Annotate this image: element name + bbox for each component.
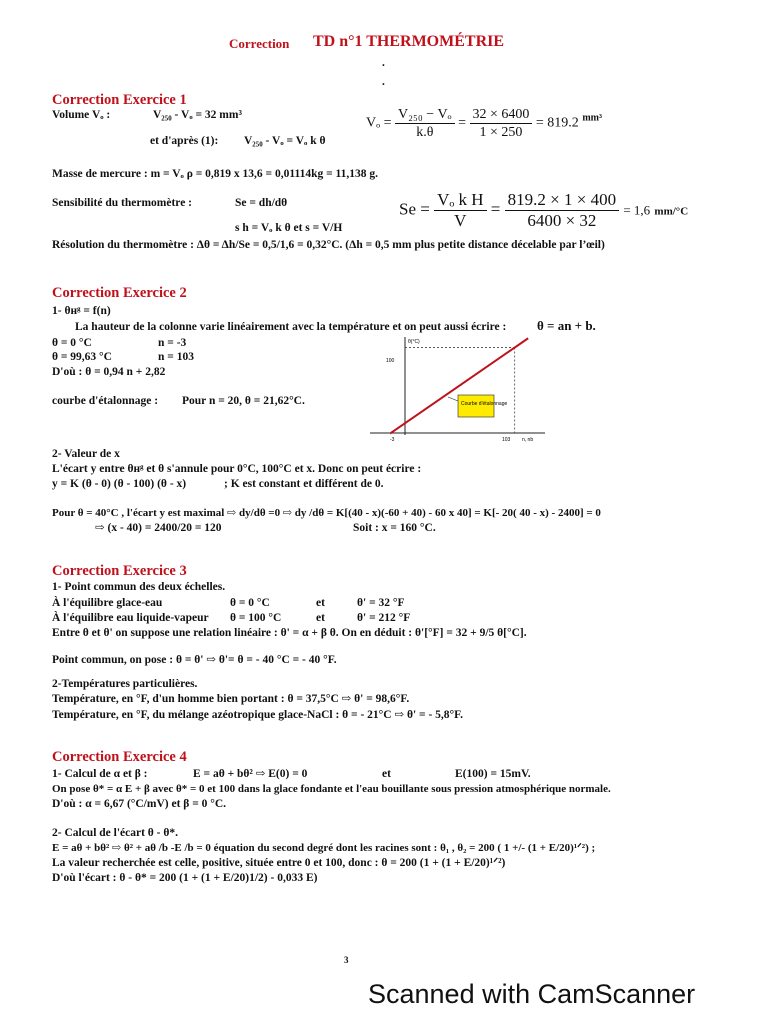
ex3-heading: Correction Exercice 3 (52, 563, 187, 579)
se-equation: Se = $\frac{\text{Vₒ k H}}{V}$ = $\frac{819.2 \times 1 \times 400}{6400 \times 32}$ = 1,6 mm/°C (399, 190, 689, 230)
se-den1: V (454, 211, 467, 230)
scanner-watermark: Scanned with CamScanner (368, 979, 696, 1009)
ex2-line: 1- θʜᵍ = f(n) (52, 305, 111, 317)
x-axis-label: n, nb (522, 437, 534, 443)
vo-frac1 (395, 106, 455, 141)
x-tick-label: -3 (390, 437, 395, 443)
header-dot: . (382, 76, 385, 88)
ex2-line: 2- Valeur de x (52, 448, 120, 460)
se-lhs: Se = (399, 199, 430, 219)
vo-lhs: Vₒ = (366, 115, 392, 131)
ex2-line: n = 103 (158, 351, 194, 363)
ex4-line: D'où l'écart : θ - θ* = 200 (1 + (1 + E/20)1/2) - 0,033 E) (52, 872, 318, 884)
vo-unit: mm³ (582, 112, 602, 124)
ex2-equation: θ = an + b. (537, 318, 596, 333)
ex1-from1-eq: V₂₅₀ - Vₒ = Vₒ k θ (244, 135, 326, 147)
ex4-line: 2- Calcul de l'écart θ - θ*. (52, 827, 179, 839)
ex4-heading: Correction Exercice 4 (52, 749, 187, 765)
page-title: TD n°1 THERMOMÉTRIE (313, 33, 505, 50)
ex3-line: θ = 100 °C (230, 612, 282, 624)
ex3-line: À l'équilibre glace-eau (52, 597, 163, 609)
calibration-chart (360, 335, 550, 445)
ex3-line: À l'équilibre eau liquide-vapeur (52, 612, 209, 624)
vo-num1: V₂₅₀ − Vₒ (395, 106, 455, 124)
ex3-line: Entre θ et θ' on suppose une relation linéaire : θ' = α + β θ. On en déduit : θ'[°F] = 32 + 9/5 θ[°C]. (52, 627, 527, 639)
ex1-sens-label: Sensibilité du thermomètre : (52, 197, 193, 209)
ex3-line: Température, en °F, du mélange azéotropique glace-NaCl : θ = - 21°C ⇨ θ' = - 5,8°F. (52, 709, 463, 721)
ex4-line: La valeur recherchée est celle, positive, située entre 0 et 100, donc : θ = 200 (1 + (1 + E/20)¹ᐟ²) (52, 857, 506, 869)
se-den2: 6400 × 32 (527, 211, 597, 230)
vo-den1: k.θ (416, 125, 434, 140)
vo-frac2 (470, 106, 533, 141)
ex4-line: E = aθ + bθ² ⇨ θ² + aθ /b -E /b = 0 équation du second degré dont les racines sont : θ₁ , θ₂ = 200 ( 1 +/- (1 + E/20)¹ᐟ²) ; (52, 842, 596, 854)
ex1-sens-rel: s h = Vₒ k θ et s = V/H (235, 222, 343, 234)
ex3-line: Point commun, on pose : θ = θ' ⇨ θ'= θ = - 40 °C = - 40 °F. (52, 654, 337, 666)
ex2-line: n = -3 (158, 337, 187, 349)
ex2-line: D'où : θ = 0,94 n + 2,82 (52, 366, 166, 378)
ex1-volume-label: Volume Vₒ : (52, 109, 111, 121)
page-number: 3 (344, 955, 349, 965)
se-result: = 1,6 (623, 202, 651, 218)
x-tick-label: 103 (502, 437, 511, 443)
ex4-line: 1- Calcul de α et β : (52, 768, 148, 780)
chart-annotation (448, 395, 507, 417)
ex2-line: Pour n = 20, θ = 21,62°C. (182, 395, 305, 407)
ex4-line: D'où : α = 6,67 (°C/mV) et β = 0 °C. (52, 798, 227, 810)
ex2-line: ⇨ (x - 40) = 2400/20 = 120 (95, 522, 222, 534)
ex2-line: θ = 99,63 °C (52, 351, 112, 363)
ex1-sens-def: Se = dh/dθ (235, 197, 288, 209)
ex4-line: E = aθ + bθ² ⇨ E(0) = 0 (193, 768, 308, 780)
calibration-line (390, 338, 528, 433)
se-unit: mm/°C (654, 205, 689, 218)
ex3-line: et (316, 612, 325, 624)
ex3-line: θ' = 32 °F (357, 597, 405, 609)
ex3-line: θ = 0 °C (230, 597, 270, 609)
ex1-mass: Masse de mercure : m = Vₒ ρ = 0,819 x 13,6 = 0,01114kg = 11,138 g. (52, 168, 379, 180)
se-frac2 (505, 190, 619, 231)
ex2-line: y = K (θ - 0) (θ - 100) (θ - x) (52, 478, 187, 490)
vo-result: = 819.2 (535, 115, 579, 131)
ex2-line: courbe d'étalonnage : (52, 395, 159, 407)
ex2-line: La hauteur de la colonne varie linéairement avec la température et on peut aussi écrire : (75, 321, 507, 333)
header-dot: . (382, 57, 385, 69)
ex3-line: Température, en °F, d'un homme bien portant : θ = 37,5°C ⇨ θ' = 98,6°F. (52, 693, 410, 705)
vo-den2: 1 × 250 (479, 125, 523, 140)
ex3-line: θ' = 212 °F (357, 612, 411, 624)
ex1-from1: et d'après (1): (150, 135, 219, 147)
ex1-resolution: Résolution du thermomètre : Δθ = Δh/Se = 0,5/1,6 = 0,32°C. (Δh = 0,5 mm plus petite distance décelable par l’œil) (52, 239, 605, 251)
ex1-heading: Correction Exercice 1 (52, 92, 187, 108)
ex2-line: θ = 0 °C (52, 337, 92, 349)
ex2-line: L'écart y entre θʜᵍ et θ s'annule pour 0°C, 100°C et x. Donc on peut écrire : (52, 463, 422, 475)
title-prefix: Correction (229, 36, 290, 51)
ex3-line: 1- Point commun des deux échelles. (52, 581, 226, 593)
vo-equation: Vₒ = $\frac{\text{V₂₅₀ − Vₒ}}{k.\theta}$ = $\frac{32 \times 6400}{1 \times 250}$ = 819.2 $^{mm^3}$ (366, 107, 602, 140)
ex2-line: Soit : x = 160 °C. (353, 522, 436, 534)
se-frac1 (434, 190, 486, 231)
se-num1: Vₒ k H (434, 190, 486, 211)
annotation-text: Courbe d'étalonnage (461, 401, 508, 407)
ex2-heading: Correction Exercice 2 (52, 285, 187, 301)
y-axis-label: θ(°C) (408, 339, 420, 345)
se-num2: 819.2 × 1 × 400 (505, 190, 619, 211)
ex1-volume-eq: V₂₅₀ - Vₒ = 32 mm³ (153, 109, 242, 121)
vo-num2: 32 × 6400 (470, 106, 533, 124)
ex3-line: 2-Températures particulières. (52, 678, 198, 690)
ex3-line: et (316, 597, 325, 609)
ex4-line: On pose θ* = α E + β avec θ* = 0 et 100 dans la glace fondante et l'eau bouillante sous pression atmosphérique normale. (52, 783, 611, 795)
ex4-line: et (382, 768, 391, 780)
ex2-line: Pour θ = 40°C , l'écart y est maximal ⇨ dy/dθ =0 ⇨ dy /dθ = K[(40 - x)(-60 + 40) - 60 x 40] = K[- 20( 40 - x) - 2400] = 0 (52, 507, 601, 519)
ex4-line: E(100) = 15mV. (455, 768, 531, 780)
y-tick-label: 100 (386, 358, 395, 364)
ex2-line: ; K est constant et différent de 0. (224, 478, 384, 490)
